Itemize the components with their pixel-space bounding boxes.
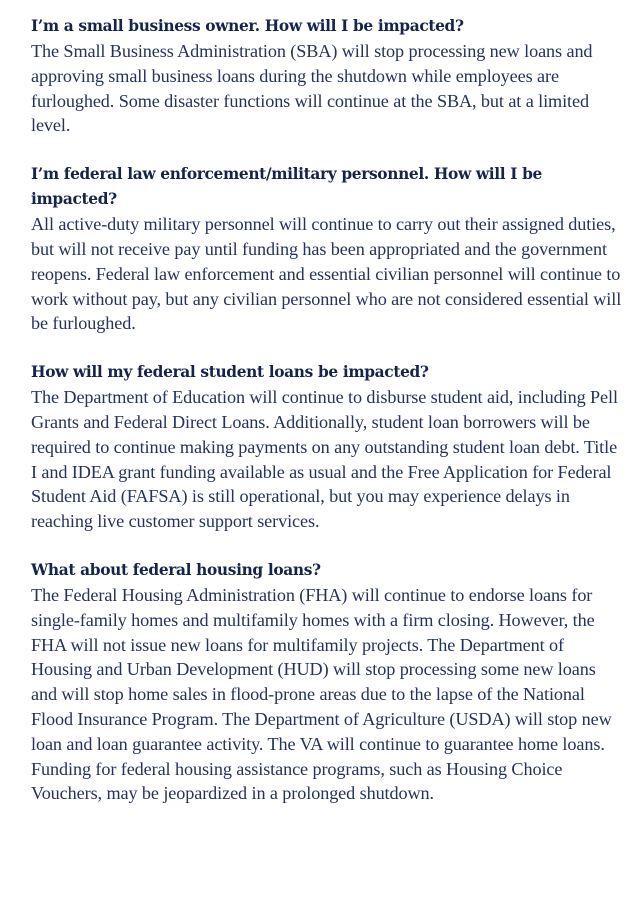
faq-question: What about federal housing loans? [31, 560, 321, 579]
faq-section-housing-loans [31, 558, 624, 806]
faq-answer: The Small Business Administration (SBA) will stop processing new loans and approving small business loans during the shutdown while employees are furloughed. Some disaster functions will continue at the SBA, but at a limited level. [31, 41, 593, 136]
faq-question: I’m a small business owner. How will I be impacted? [31, 17, 464, 35]
faq-answer: The Department of Education will continue to disburse student aid, including Pell Grants and Federal Direct Loans. Additionally, student loan borrowers will be required to continue making payments on any outstanding student loan debt. Title I and IDEA grant funding available as usual and the Free Application for Federal Student Aid (FAFSA) is still operational, but you may experience delays in reaching live customer support services. [31, 387, 618, 532]
faq-section-student-loans [31, 360, 624, 534]
faq-answer: The Federal Housing Administration (FHA) will continue to endorse loans for single-family homes and multifamily homes with a firm closing. However, the FHA will not issue new loans for multifamily projects. The Department of Housing and Urban Development (HUD) will stop processing some new loans and will stop home sales in flood-prone areas due to the lapse of the National Flood Insurance Program. The Department of Agriculture (USDA) will stop new loan and loan guarantee activity. The VA will continue to guarantee home loans. Funding for federal housing assistance programs, such as Housing Choice Vouchers, may be jeopardized in a prolonged shutdown. [31, 584, 612, 804]
faq-question: I’m federal law enforcement/military personnel. How will I be impacted? [31, 165, 542, 209]
faq-question: How will my federal student loans be impacted? [31, 363, 429, 382]
faq-answer: All active-duty military personnel will continue to carry out their assigned duties, but will not receive pay until funding has been appropriated and the government reopens. Federal law enforcement and essential civilian personnel will continue to work without pay, but any civilian personnel who are not considered essential will be furloughed. [31, 214, 622, 334]
faq-section-small-business [31, 14, 624, 138]
faq-section-law-enforcement-military [31, 162, 624, 336]
